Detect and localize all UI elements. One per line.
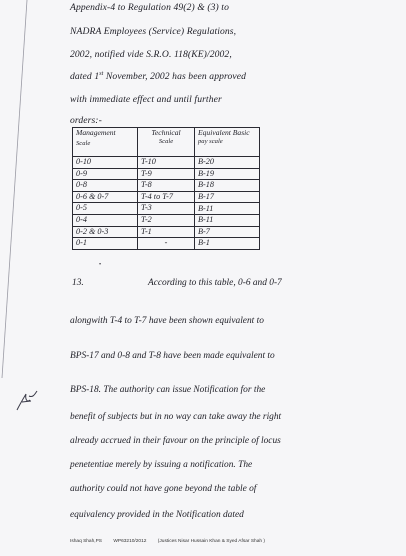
body-line: benefit of subjects but in no way can take away the right <box>70 412 282 422</box>
management-cell: 0-6 & 0-7 <box>73 191 138 203</box>
management-cell: 0-4 <box>73 214 138 226</box>
management-cell: 0-1 <box>73 238 138 250</box>
equivalent-pay-scale-header: Equivalent Basic pay scale <box>195 128 260 157</box>
equivalent-cell: B-17 <box>195 191 260 203</box>
management-cell: 0-5 <box>73 203 138 215</box>
equivalent-cell: B-1 <box>195 238 260 250</box>
technical-cell: - <box>138 238 195 250</box>
technical-cell: T-8 <box>138 180 195 192</box>
table-row <box>73 214 260 226</box>
management-cell: 0-10 <box>73 157 138 169</box>
table-row <box>73 157 260 169</box>
stray-mark: • <box>99 262 102 268</box>
table-row <box>73 203 260 215</box>
management-scale-header: Management Scale <box>73 128 138 157</box>
body-line: equivalency provided in the Notification dated <box>70 510 244 520</box>
equivalent-cell: B-11 <box>195 203 260 215</box>
technical-cell: T-4 to T-7 <box>138 191 195 203</box>
intro-line: dated 1st November, 2002 has been approved <box>70 71 246 83</box>
technical-cell: T-9 <box>138 168 195 180</box>
body-line: already accrued in their favour on the principle of locus <box>70 436 281 446</box>
management-cell: 0-9 <box>73 168 138 180</box>
footer-author: Ishaq Shah,PS <box>70 539 103 544</box>
margin-line <box>0 0 28 380</box>
equivalent-cell: B-11 <box>195 214 260 226</box>
intro-line: NADRA Employees (Service) Regulations, <box>70 26 237 37</box>
body-line: According to this table, 0-6 and 0-7 <box>148 278 282 288</box>
table-row <box>73 168 260 180</box>
body-line: BPS-18. The authority can issue Notification for the <box>70 385 266 395</box>
paragraph-number: 13. <box>72 278 84 288</box>
handwritten-initials <box>13 388 41 416</box>
intro-line: orders:- <box>70 115 102 126</box>
page-footer <box>70 539 275 544</box>
intro-line: with immediate effect and until further <box>70 94 222 105</box>
technical-cell: T-2 <box>138 214 195 226</box>
body-line: alongwith T-4 to T-7 have been shown equivalent to <box>70 316 264 326</box>
technical-cell: T-3 <box>138 203 195 215</box>
body-line: penetentiae merely by issuing a notification. The <box>70 460 253 470</box>
table-row <box>73 180 260 192</box>
intro-line: Appendix-4 to Regulation 49(2) & (3) to <box>70 2 229 13</box>
technical-cell: T-1 <box>138 226 195 238</box>
equivalent-cell: B-19 <box>195 168 260 180</box>
equivalent-cell: B-20 <box>195 157 260 169</box>
table-row <box>73 226 260 238</box>
equivalent-cell: B-7 <box>195 226 260 238</box>
body-line: authority could not have gone beyond the table of <box>70 484 257 494</box>
technical-cell: T-10 <box>138 157 195 169</box>
management-cell: 0-8 <box>73 180 138 192</box>
management-cell: 0-2 & 0-3 <box>73 226 138 238</box>
table-row <box>73 238 260 250</box>
equivalent-cell: B-18 <box>195 180 260 192</box>
footer-case-number: WP63210/2012 <box>113 539 147 544</box>
footer-bench: (Justices Nisar Hussain Khan & Syed Afsar Shah ) <box>157 539 265 544</box>
body-line: BPS-17 and 0-8 and T-8 have been made equivalent to <box>70 351 275 361</box>
table-row <box>73 191 260 203</box>
table-header-row <box>73 128 260 157</box>
pay-scale-table <box>72 127 260 250</box>
technical-scale-header: Technical Scale <box>138 128 195 157</box>
intro-line: 2002, notified vide S.R.O. 118(KE)/2002, <box>70 49 232 60</box>
